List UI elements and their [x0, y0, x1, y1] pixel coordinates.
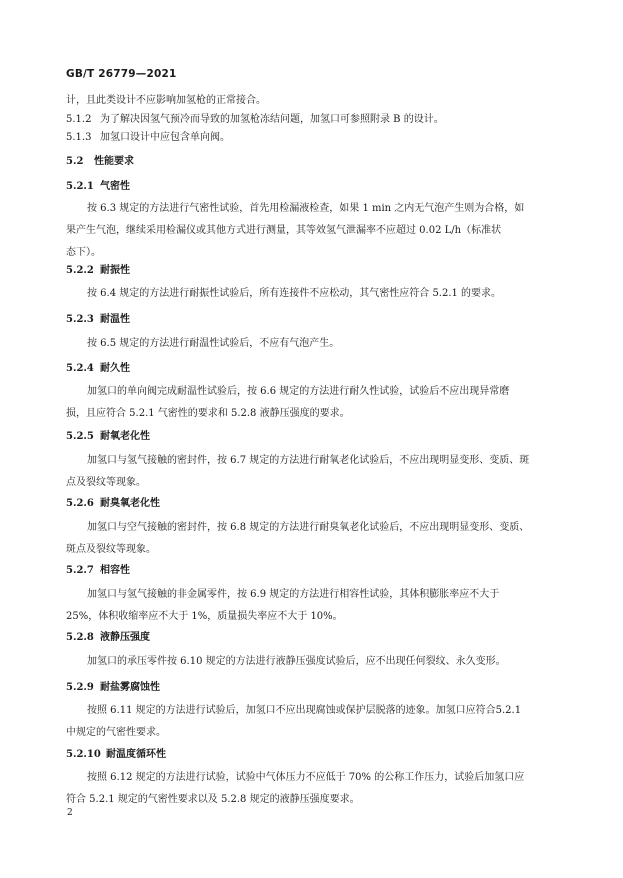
clause-5-2-9-heading: [66, 681, 563, 695]
clause-5-2-2-heading: [66, 264, 563, 278]
clause-5-2-6-paragraph: [66, 517, 560, 561]
paragraph-line: 加氢口的单向阀完成耐温性试验后，按 6.6 规定的方法进行耐久性试验，试验后不应出现异常磨: [87, 386, 510, 397]
paragraph-line: 按 6.5 规定的方法进行耐温性试验后，不应有气泡产生。: [87, 338, 340, 349]
section-number: 5.2: [66, 156, 84, 167]
clause-5-2-1-paragraph: [66, 198, 560, 264]
clause-title: 耐温性: [100, 314, 130, 325]
clause-title: 气密性: [100, 181, 130, 192]
clause-text: 为了解决因氢气预冷而导致的加氢枪冻结问题，加氢口可参照附录 B 的设计。: [100, 114, 444, 125]
standard-code-header: GB/T 26779—2021: [66, 68, 177, 80]
section-title: 性能要求: [94, 156, 134, 167]
paragraph-line: 加氢口与氢气接触的密封件，按 6.7 规定的方法进行耐氧老化试验后，不应出现明显变形、变质、斑: [87, 455, 530, 466]
paragraph-line: 符合 5.2.1 规定的气密性要求以及 5.2.8 规定的液静压强度要求。: [66, 794, 360, 805]
clause-5-1-3: [66, 131, 563, 145]
clause-title: 耐臭氧老化性: [100, 498, 160, 509]
paragraph-line: 点及裂纹等现象。: [66, 477, 146, 488]
paragraph-line: 斑点及裂纹等现象。: [66, 544, 156, 555]
clause-text: 加氢口设计中应包含单向阀。: [100, 132, 230, 143]
clause-number: 5.2.4: [66, 363, 94, 374]
clause-number: 5.1.2: [66, 114, 92, 125]
clause-title: 耐久性: [100, 363, 130, 374]
paragraph-line: 加氢口与氢气接触的非金属零件，按 6.9 规定的方法进行相容性试验，其体积膨胀率应不大于: [87, 589, 500, 600]
clause-5-2-10-paragraph: [66, 767, 560, 811]
clause-number: 5.2.7: [66, 565, 94, 576]
clause-5-2-3-heading: [66, 313, 563, 327]
clause-number: 5.2.9: [66, 682, 94, 693]
paragraph-line: 态下）。: [66, 247, 101, 258]
clause-title: 耐盐雾腐蚀性: [100, 682, 160, 693]
clause-title: 耐温度循环性: [106, 749, 166, 760]
clause-5-1-2: [66, 113, 563, 127]
clause-number: 5.2.5: [66, 431, 94, 442]
clause-5-2-3-paragraph: [66, 333, 560, 355]
clause-5-2-8-heading: [66, 631, 563, 645]
clause-5-2-7-heading: [66, 564, 563, 578]
clause-5-2-5-paragraph: [66, 450, 560, 494]
clause-5-2-7-paragraph: [66, 584, 560, 628]
section-5-2-heading: [66, 155, 563, 169]
clause-number: 5.2.6: [66, 498, 94, 509]
clause-number: 5.2.2: [66, 265, 94, 276]
paragraph-line: 加氢口与空气接触的密封件，按 6.8 规定的方法进行耐臭氧老化试验后，不应出现明显变形、变质、: [87, 522, 530, 533]
clause-number: 5.1.3: [66, 132, 92, 143]
clause-title: 耐振性: [100, 265, 130, 276]
paragraph-line: 按 6.4 规定的方法进行耐振性试验后，所有连接件不应松动，其气密性应符合 5.2.1 的要求。: [87, 288, 502, 299]
paragraph-line: 按照 6.11 规定的方法进行试验后，加氢口不应出现腐蚀或保护层脱落的迹象。加氢口应符合5.2.1: [87, 705, 522, 716]
paragraph-line: 25%，体积收缩率应不大于 1%，质量损失率应不大于 10%。: [66, 611, 343, 622]
clause-5-2-10-heading: [66, 748, 563, 762]
paragraph-line: 损，且应符合 5.2.1 气密性的要求和 5.2.8 液静压强度的要求。: [66, 408, 350, 419]
clause-number: 5.2.8: [66, 632, 94, 643]
clause-5-2-5-heading: [66, 430, 563, 444]
paragraph-line: 果产生气泡，继续采用检漏仪或其他方式进行测量，其等效氢气泄漏率不应超过 0.02 L/h（标准状: [66, 225, 502, 236]
clause-5-2-1-heading: [66, 180, 563, 194]
clause-title: 耐氧老化性: [100, 431, 150, 442]
clause-5-2-6-heading: [66, 497, 563, 511]
clause-5-2-4-heading: [66, 362, 563, 376]
clause-number: 5.2.1: [66, 181, 94, 192]
clause-number: 5.2.3: [66, 314, 94, 325]
clause-5-2-2-paragraph: [66, 283, 560, 305]
clause-title: 相容性: [100, 565, 130, 576]
paragraph-line: 加氢口的承压零件按 6.10 规定的方法进行液静压强度试验后，应不出现任何裂纹、永久变形。: [87, 656, 506, 667]
clause-5-2-8-paragraph: [66, 651, 560, 673]
paragraph-line: 计，且此类设计不应影响加氢枪的正常接合。: [66, 95, 266, 106]
paragraph-line: 按照 6.12 规定的方法进行试验，试验中气体压力不应低于 70% 的公称工作压力，试验后加氢口应: [87, 772, 525, 783]
paragraph-line: 按 6.3 规定的方法进行气密性试验，首先用检漏液检查，如果 1 min 之内无气泡产生则为合格，如: [87, 203, 525, 214]
clause-title: 液静压强度: [100, 632, 150, 643]
paragraph-line: 中规定的气密性要求。: [66, 727, 166, 738]
clause-5-2-9-paragraph: [66, 700, 560, 744]
page-number: 2: [67, 808, 73, 818]
clause-5-2-4-paragraph: [66, 381, 560, 425]
clause-number: 5.2.10: [66, 749, 101, 760]
